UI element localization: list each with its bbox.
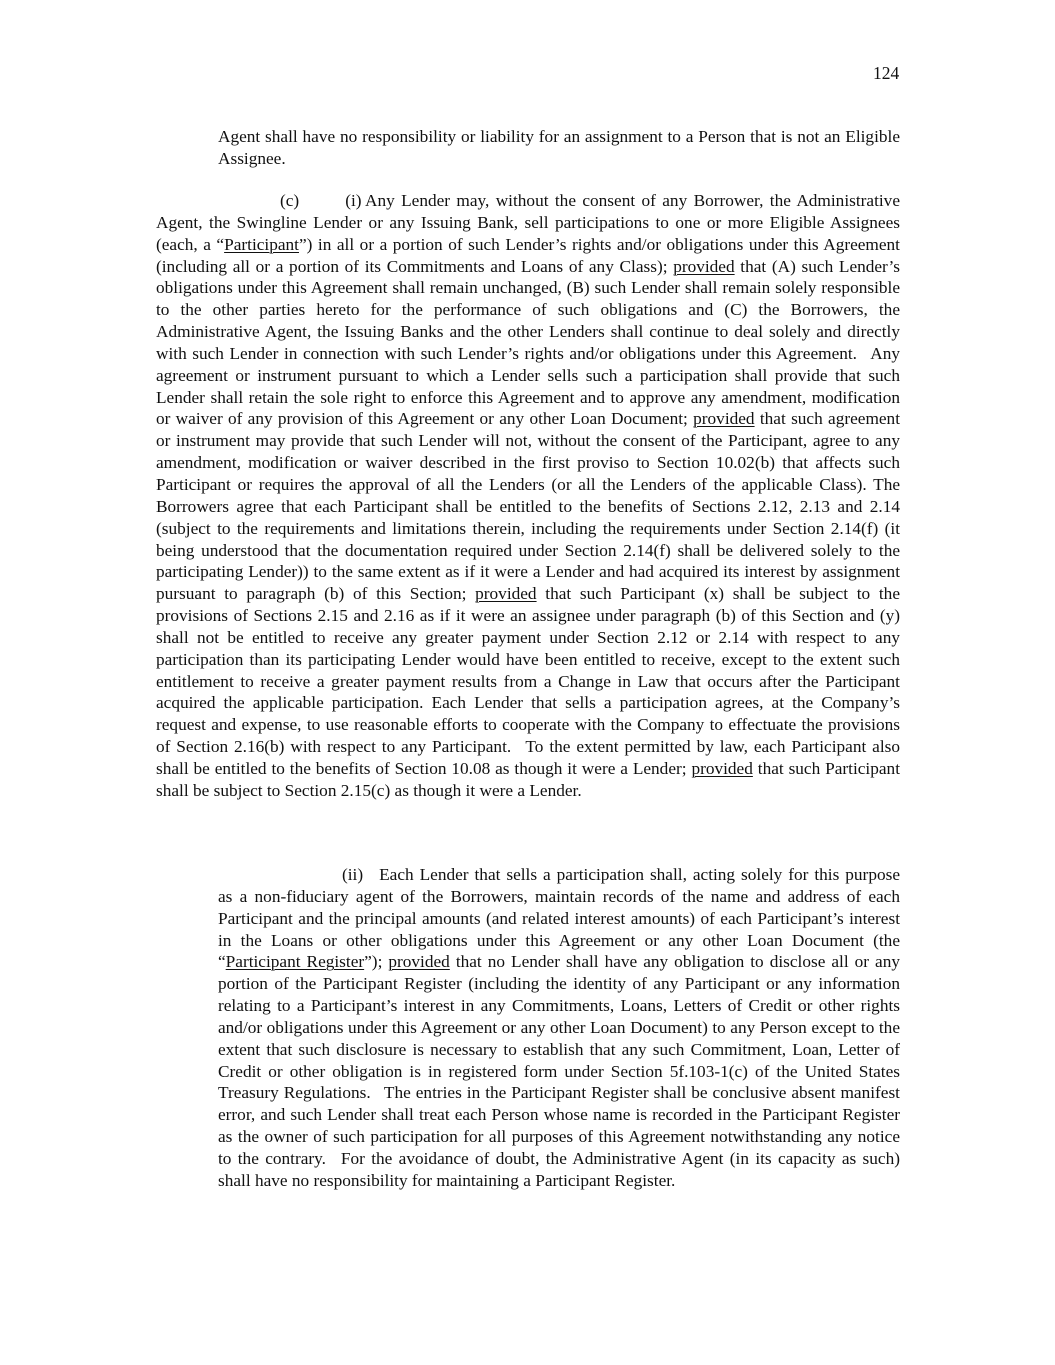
paragraph-c <box>156 190 900 802</box>
paragraph-c-text-3: that (A) such Lender’s obligations under this Agreement shall remain unchanged, (B) such Lender shall remain solely responsible to the other parties hereto for the performance of such obligations and (C) the Borrowers, the Administrative Agent, the Issuing Banks and the other Lenders shall continue to deal solely and directly with such Lender in connection with such Lender’s rights and/or obligations under this Agreement. Any agreement or instrument pursuant to which a Lender sells such a participation shall provide that such Lender shall retain the sole right to enforce this Agreement and to approve any amendment, modification or waiver of any provision of this Agreement or any other Loan Document; <box>156 256 900 429</box>
subsection-label-ii: (ii) <box>342 865 364 884</box>
provided-term: provided <box>691 758 753 778</box>
paragraph-c-text-1: Any Lender may, without the consent of any Borrower, the Administrative Agent, the Swingline Lender or any Issuing Bank, sell participations to one or more Eligible Assignees (each, a “ <box>156 191 900 254</box>
paragraph-c-text-4: that such agreement or instrument may provide that such Lender will not, without the consent of the Participant, agree to any amendment, modification or waiver described in the first proviso to Section 10.02(b) that affects such Participant or requires the approval of all the Lenders (or all the Lenders of the applicable Class). The Borrowers agree that each Participant shall be entitled to the benefits of Sections 2.12, 2.13 and 2.14 (subject to the requirements and limitations therein, including the requirements under Section 2.14(f) (it being understood that the documentation required under Section 2.14(f) shall be delivered solely to the participating Lender)) to the same extent as if it were a Lender and had acquired its interest by assignment pursuant to paragraph (b) of this Section; <box>156 409 900 604</box>
paragraph-c-text-5: that such Participant (x) shall be subject to the provisions of Sections 2.15 and 2.16 as if it were an assignee under paragraph (b) of this Section and (y) shall not be entitled to receive any greater payment under Section 2.12 or 2.14 with respect to any participation than its participating Lender would have been entitled to receive, except to the extent such entitlement to receive a greater payment results from a Change in Law that occurs after the Participant acquired the applicable participation. Each Lender that sells a participation agrees, at the Company’s request and expense, to use reasonable efforts to cooperate with the Company to effectuate the provisions of Section 2.16(b) with respect to any Participant. To the extent permitted by law, each Participant also shall be entitled to the benefits of Section 10.08 as though it were a Lender; <box>156 584 900 778</box>
paragraph-c-text-2: ”) in all or a portion of such Lender’s rights and/or obligations under this Agreement (including all or a portion of its Commitments and Loans of any Class); <box>156 234 900 276</box>
provided-term: provided <box>388 952 450 972</box>
paragraph-ii-text-3: that no Lender shall have any obligation to disclose all or any portion of the Participant Register (including the identity of any Participant or any information relating to a Participant’s interest in any Commitments, Loans, Letters of Credit or other rights and/or obligations under this Agreement or any other Loan Document) to any Person except to the extent that such disclosure is necessary to establish that any such Commitment, Loan, Letter of Credit or other obligation is in registered form under Section 5f.103-1(c) of the United States Treasury Regulations. The entries in the Participant Register shall be conclusive absent manifest error, and such Lender shall treat each Person whose name is recorded in the Participant Register as the owner of such participation for all purposes of this Agreement notwithstanding any notice to the contrary. For the avoidance of doubt, the Administrative Agent (in its capacity as such) shall have no responsibility for maintaining a Participant Register. <box>218 952 901 1190</box>
provided-term: provided <box>673 256 735 276</box>
paragraph-c-text-6: that such Participant shall be subject to Section 2.15(c) as though it were a Lender. <box>156 758 900 800</box>
page-number: 124 <box>873 63 900 83</box>
provided-term: provided <box>475 584 537 604</box>
section-label-c: (c) <box>280 191 300 210</box>
subsection-label-i: (i) <box>345 191 362 210</box>
paragraph-ii-text-1: Each Lender that sells a participation shall, acting solely for this purpose as a non-fiduciary agent of the Borrowers, maintain records of the name and address of each Participant and the principal amounts (and related interest amounts) of each Participant’s interest in the Loans or other obligations under this Agreement or any other Loan Document (the “ <box>218 865 900 972</box>
paragraph-ii <box>218 864 900 1192</box>
defined-term-participant: Participant <box>224 234 299 254</box>
paragraph-continuation <box>218 126 900 170</box>
paragraph-continuation-text: Agent shall have no responsibility or liability for an assignment to a Person that is not an Eligible Assignee. <box>218 127 900 168</box>
defined-term-participant-register: Participant Register <box>225 952 365 972</box>
provided-term: provided <box>693 409 755 429</box>
paragraph-ii-text-2: ”); <box>364 952 389 972</box>
